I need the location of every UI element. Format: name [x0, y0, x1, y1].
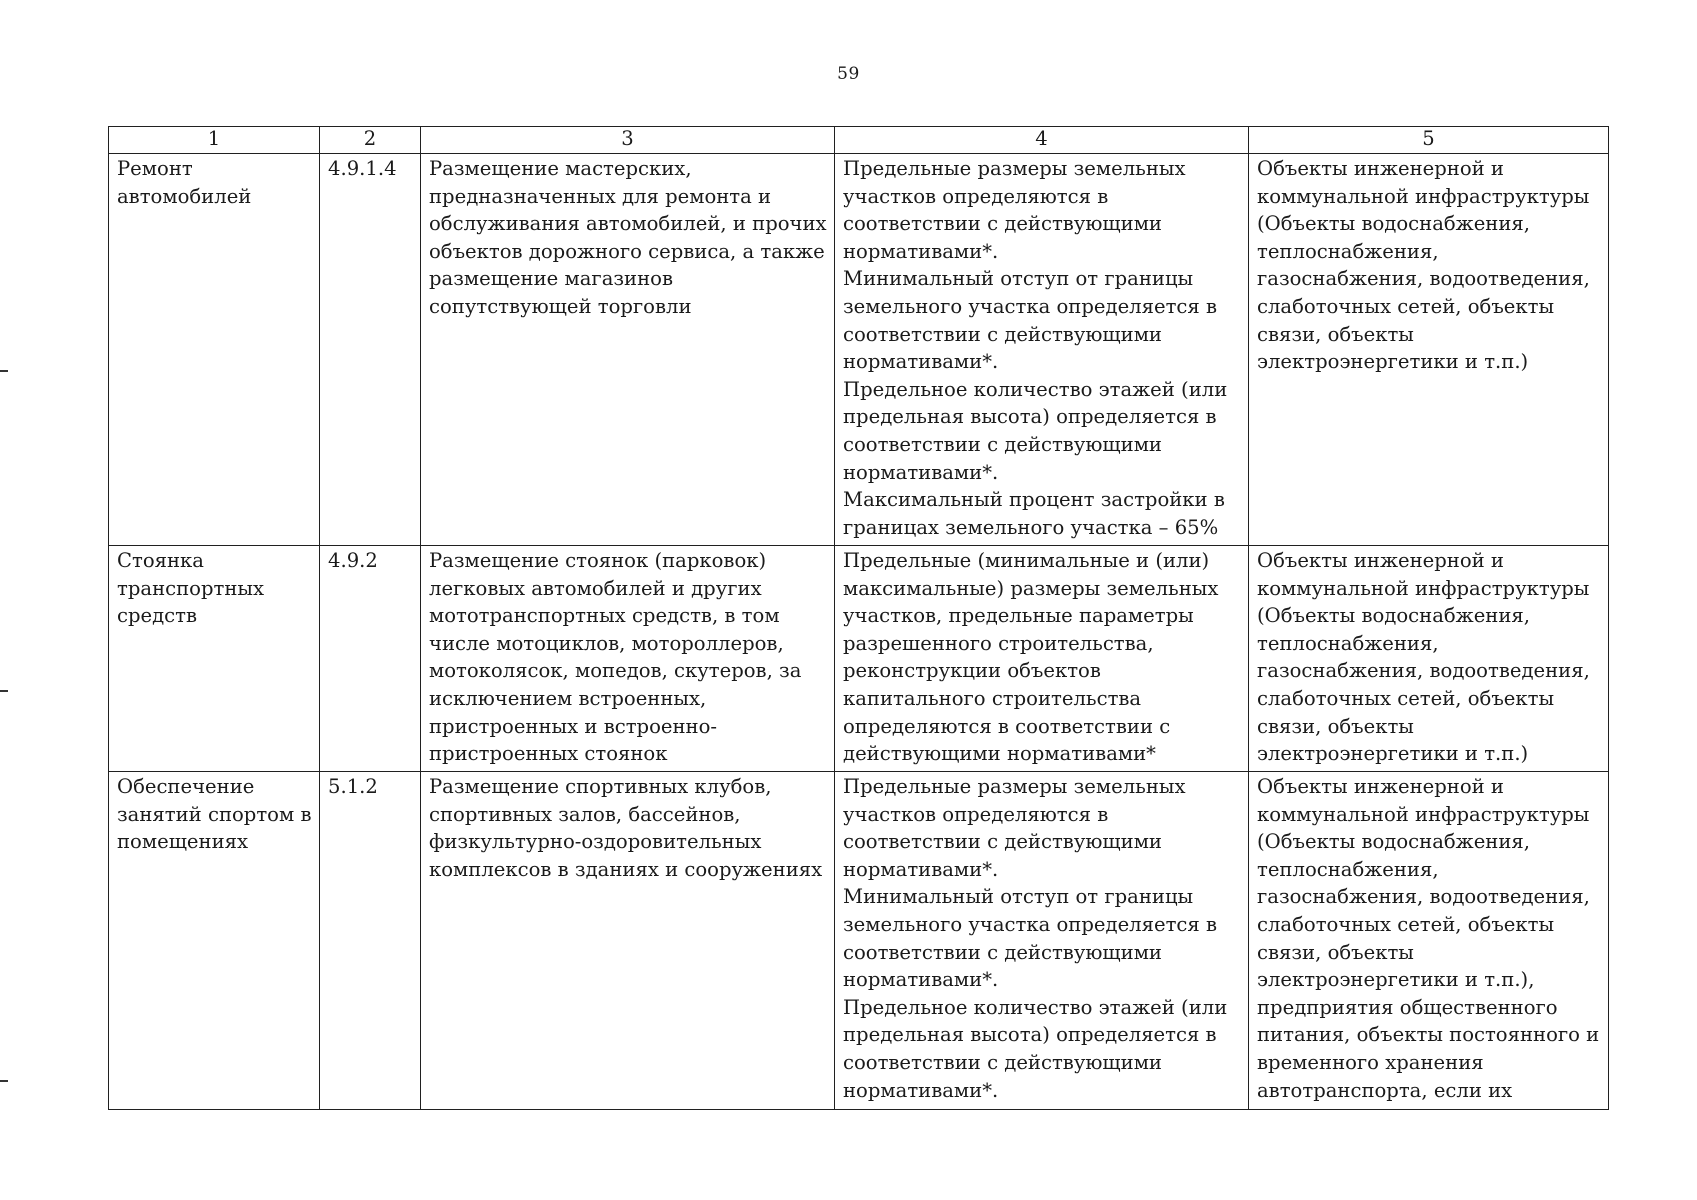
- column-header: 1: [109, 127, 320, 154]
- parameters-cell: [835, 546, 1249, 772]
- parameters-cell: [835, 154, 1249, 546]
- column-header: 5: [1249, 127, 1609, 154]
- auxiliary-uses-cell: Объекты инженерной и коммунальной инфраструктуры (Объекты водоснабжения, теплоснабжения, газоснабжения, водоотведения, слаботочных сетей, объекты связи, объекты электроэнергетики и т.п.), предприятия общественного питания, объекты постоянного и временного хранения автотранспорта, если их: [1249, 772, 1609, 1110]
- use-description-cell: Размещение мастерских, предназначенных для ремонта и обслуживания автомобилей, и прочих объектов дорожного сервиса, а также размещение магазинов сопутствующей торговли: [421, 154, 835, 546]
- margin-mark: [0, 370, 8, 372]
- auxiliary-uses-cell: Объекты инженерной и коммунальной инфраструктуры (Объекты водоснабжения, теплоснабжения, газоснабжения, водоотведения, слаботочных сетей, объекты связи, объекты электроэнергетики и т.п.): [1249, 154, 1609, 546]
- auxiliary-uses-cell: Объекты инженерной и коммунальной инфраструктуры (Объекты водоснабжения, теплоснабжения, газоснабжения, водоотведения, слаботочных сетей, объекты связи, объекты электроэнергетики и т.п.): [1249, 546, 1609, 772]
- table-row: [109, 772, 1609, 1110]
- parameters-cell: [835, 772, 1249, 1110]
- header-row: [109, 127, 1609, 154]
- table-row: [109, 546, 1609, 772]
- parameter-paragraph: Минимальный отступ от границы земельного участка определяется в соответствии с действующими нормативами*.: [843, 885, 1218, 992]
- page-number: 59: [837, 64, 860, 84]
- margin-mark: [0, 690, 8, 692]
- parameter-paragraph: Предельное количество этажей (или предельная высота) определяется в соответствии с действующими нормативами*.: [843, 377, 1228, 484]
- table-row: [109, 154, 1609, 546]
- parameter-paragraph: Предельные размеры земельных участков определяются в соответствии с действующими нормативами*.: [843, 775, 1186, 881]
- use-description-cell: Размещение спортивных клубов, спортивных залов, бассейнов, физкультурно-оздоровительных комплексов в зданиях и сооружениях: [421, 772, 835, 1110]
- parameter-paragraph: Предельные размеры земельных участков определяются в соответствии с действующими нормативами*.: [843, 157, 1186, 263]
- use-name-cell: Стоянка транспортных средств: [109, 546, 320, 772]
- margin-mark: [0, 1080, 8, 1082]
- column-header: 3: [421, 127, 835, 154]
- use-name-cell: Обеспечение занятий спортом в помещениях: [109, 772, 320, 1110]
- parameter-paragraph: Предельные (минимальные и (или) максимальные) размеры земельных участков, предельные параметры разрешенного строительства, реконструкции объектов капитального строительства определяются в соответствии с действующими нормативами*: [843, 549, 1219, 766]
- use-code-cell: 4.9.2: [320, 546, 421, 772]
- parameter-paragraph: Минимальный отступ от границы земельного участка определяется в соответствии с действующими нормативами*.: [843, 267, 1218, 374]
- parameter-paragraph: Предельное количество этажей (или предельная высота) определяется в соответствии с действующими нормативами*.: [843, 995, 1228, 1102]
- use-description-cell: Размещение стоянок (парковок) легковых автомобилей и других мототранспортных средств, в том числе мотоциклов, мотороллеров, мотоколясок, мопедов, скутеров, за исключением встроенных, пристроенных и встроенно-пристроенных стоянок: [421, 546, 835, 772]
- column-header: 2: [320, 127, 421, 154]
- use-code-cell: 4.9.1.4: [320, 154, 421, 546]
- parameter-paragraph: Максимальный процент застройки в границах земельного участка – 65%: [843, 488, 1225, 539]
- land-use-table: [108, 126, 1609, 1110]
- use-code-cell: 5.1.2: [320, 772, 421, 1110]
- use-name-cell: Ремонт автомобилей: [109, 154, 320, 546]
- column-header: 4: [835, 127, 1249, 154]
